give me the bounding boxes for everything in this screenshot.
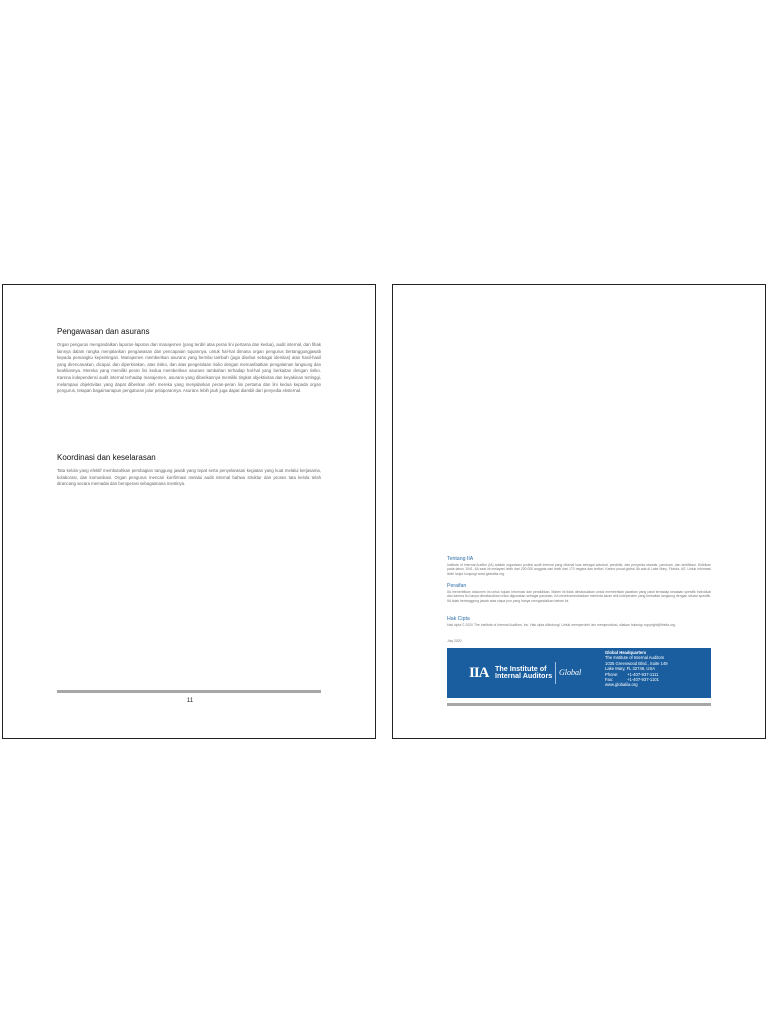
section-body-oversight: Organ pengurus mengandalkan laporan-laporan dari manajemen (yang terdiri atas peran lini pertama dan kedua), audit internal, dan fihak lainnya dalam rangka menjalankan pengawasan dan pencapaian tujuannya, untuk hal-hal dimana organ pengurus bertanggungjawab kepada pemangku kepentingan. Manajemen memberikan asurans yang bernilai tambah (juga disebut sebagai idenitas) atas hasil-hasil yang direncanakan, dicapai, dan diperkirakan, atas risiko, dan atas pengelolaan risiko dengan memanfaatkan pengalaman langsung dan keahliannya. Mereka yang memiliki peran lini kedua memberikan asurans tambahan terhadap hal-hal yang berkaitan dengan risiko. Karena independensi audit internal terhadap manajemen, asurans yang diberikannya memiliki tingkat objektivitas dan keyakinan tertinggi, melampaui objektivitas yang dapat diberikan oleh mereka yang menjalankan peran-peran lini pertama dan lini kedua kepada organ pengurus, tetapan bagaimanapun pengaturan jalur pelaporannya. Asurans lebih jauh juga dapat diambil dari penyedia eksternal. [57,342,321,394]
hq-title: Global Headquarters [605,650,647,655]
logo-line-1: The Institute of [495,664,547,673]
publication-date: July 2020 [447,639,462,643]
headquarters-contact [605,650,668,688]
footer-rule-right [447,703,711,706]
iia-logo-wordmark [495,665,552,680]
hq-org: The Institute of Internal Auditors [605,655,665,661]
phone-label: Phone: [605,671,619,677]
hq-website[interactable]: www.globaliia.org [605,682,638,688]
footer-rule [57,690,321,693]
iia-logo-mark: IIA [469,665,489,681]
iia-logo [469,663,555,683]
iia-contact-banner [447,648,711,698]
section-heading-coordination: Koordinasi dan keselarasan [57,453,156,462]
disclaimer-body: IIA menerbitkan dokumen ini untuk tujuan informasi dan pendidikan. Materi ini tidak dimaksudkan untuk memberikan jawaban yang pasti terhadap keadaan spesifik individual dan karena itu hanya dimaksudkan untuk digunakan sebagai panduan. IIA merekomendasikan meminta saran ahli independen yang berkaitan langsung dengan situasi spesifik. IIA tidak bertanggung jawab atas siapa pun yang hanya mengandalkan bahan ini. [447,590,711,603]
logo-global-label: Global [559,668,582,677]
section-body-coordination: Tata kelola yang efektif membutuhkan pembagian tanggung jawab yang tepat serta penyelarasan kegiatan yang kuat melalui kerjasama, kolaborasi, dan komunikasi. Organ pengurus mencari konfirmasi melalui audit internal bahwa struktur dan proses tata kelola telah dirancang secara memadai dan beroperasi sebagaimana mestinya. [57,468,321,487]
phone-number: +1-407-937-1111 [627,671,659,677]
about-body: Institute of Internal Auditor (IA) adalah organisasi profesi audit internal yang dikenal luas sebagai advokat, pendidik, dan penyedia standar, panduan, dan sertifikasi. Didirikan pada tahun 1941, IIA saat ini melayani lebih dari 200.000 anggota dari lebih dari 170 negara dan teritori. Kantor pusat global IIA ada di Lake Mary, Florida, AS. Untuk informasi lebih lanjut kunjungi www.globaliia.org. [447,563,711,576]
disclaimer-heading: Peraifan [447,583,467,589]
copyright-heading: Hak Cipta [447,616,470,622]
logo-line-2: Internal Auditors [495,671,553,681]
about-heading: Tentang IIA [447,556,474,562]
hq-street: 1035 Greenwood Blvd., Suite 149 [605,660,668,666]
page-number: 11 [186,698,194,704]
copyright-body: Hak cipta © 2020 The Institute of Internal Auditors, Inc. Hak cipta dilindungi. Untuk memperoleh izin memproduksi, silakan hubungi copyright@theiia.org. [447,623,676,627]
fax-label: Fax: [605,677,614,683]
hq-city: Lake Mary, FL 32746, USA [605,666,656,672]
logo-divider [555,662,556,684]
document-page-right [392,284,766,739]
section-heading-oversight: Pengawasan dan asurans [57,327,150,336]
document-page-left [2,284,376,739]
fax-number: +1-407-937-1101 [627,677,659,683]
